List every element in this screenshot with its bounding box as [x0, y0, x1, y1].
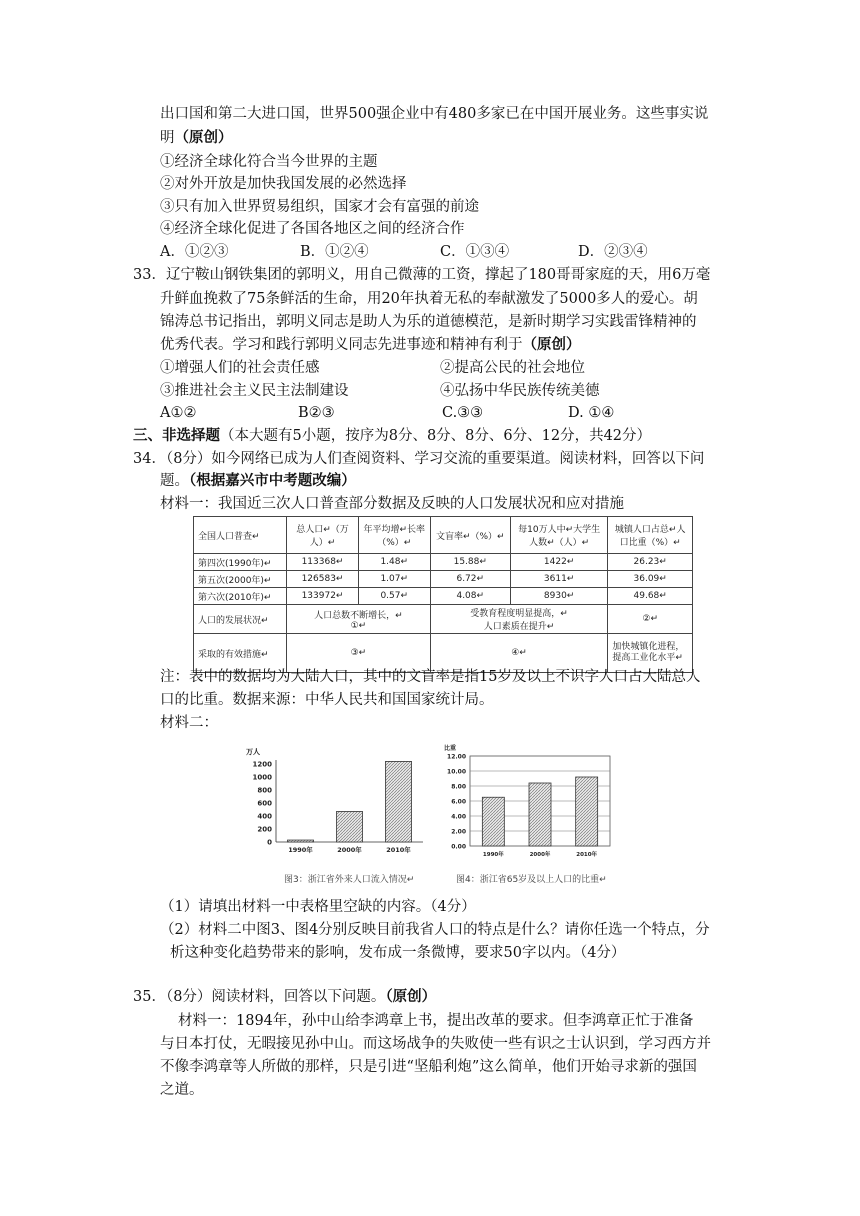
q33-item: ③推进社会主义民主法制建设 — [160, 383, 349, 399]
bar — [288, 840, 314, 842]
table-cell: 第五次(2000年)↵ — [194, 571, 287, 588]
blank-1: ①↵ — [350, 620, 367, 631]
y-tick-label: 6.00 — [451, 798, 466, 806]
table-note-line2: 口的比重。数据来源：中华人民共和国国家统计局。 — [160, 692, 494, 708]
q33-text-line1: 33．辽宁鞍山钢铁集团的郭明义，用自己微薄的工资，撑起了180哥哥家庭的天，用6万毫 — [133, 267, 711, 283]
q35-material-line: 材料一：1894年，孙中山给李鸿章上书，提出改革的要求。但李鸿章正忙于准备 — [178, 1013, 694, 1029]
q33-item: ①增强人们的社会责任感 — [160, 360, 320, 376]
x-tick-label: 1990年 — [288, 846, 313, 854]
table-cell: 133972↵ — [287, 588, 359, 605]
table-cell: 1.07↵ — [358, 571, 430, 588]
table-header: 每10万人中↵大学生人数↵（人）↵ — [510, 517, 607, 554]
y-tick-label: 400 — [257, 812, 272, 821]
table-row — [194, 605, 693, 634]
x-tick-label: 2010年 — [576, 852, 598, 858]
table-header: 总人口↵（万人）↵ — [287, 517, 359, 554]
table-cell: 加快城镇化进程，提高工业化水平↵ — [608, 634, 693, 673]
q34-subquestion-2-line2: 析这种变化趋势带来的影响，发布成一条微博，要求50字以内。（4分） — [170, 945, 626, 961]
table-cell: 采取的有效措施↵ — [194, 634, 287, 673]
q34-source-tag: （根据嘉兴市中考题改编） — [189, 473, 356, 489]
table-header: 文盲率↵（%）↵ — [430, 517, 510, 554]
q33-option-a: A①② — [160, 405, 197, 421]
q32-text-line2: 明（原创） — [160, 130, 233, 146]
y-tick-label: 0.00 — [451, 843, 466, 851]
q32-item: ①经济全球化符合当今世界的主题 — [160, 154, 378, 170]
y-tick-label: 800 — [257, 786, 272, 795]
q32-text-line1: 出口国和第二大进口国，世界500强企业中有480多家已在中国开展业务。这些事实说 — [160, 106, 709, 122]
table-note-line1: 注：表中的数据均为大陆人口，其中的文盲率是指15岁及以上不识字人口占大陆总人 — [160, 669, 701, 685]
y-axis-label: 比重 — [444, 745, 457, 752]
q33-text-line4: 优秀代表。学习和践行郭明义同志先进事迹和精神有利于（原创） — [160, 337, 581, 353]
y-tick-label: 1200 — [252, 760, 272, 769]
bar — [386, 761, 412, 842]
chart3-caption: 图3：浙江省外来人口流入情况↵ — [284, 875, 415, 885]
table-cell: 受教育程度明显提高，↵ 人口素质在提升↵ — [430, 605, 608, 634]
table-cell: 36.09↵ — [608, 571, 693, 588]
table-cell: 15.88↵ — [430, 554, 510, 571]
x-tick-label: 1990年 — [482, 852, 504, 858]
material1-title: 材料一：我国近三次人口普查部分数据及反映的人口发展状况和应对措施 — [160, 496, 624, 512]
table-row — [194, 554, 693, 571]
bar — [576, 777, 598, 846]
q34-text-line1: 34．（8分）如今网络已成为人们查阅资料、学习交流的重要渠道。阅读材料，回答以下问 — [133, 451, 705, 467]
q35-source-tag: （原创） — [385, 989, 437, 1005]
y-tick-label: 8.00 — [451, 783, 466, 791]
table-cell: 人口的发展状况↵ — [194, 605, 287, 634]
q33-item: ②提高公民的社会地位 — [440, 360, 585, 376]
y-tick-label: 600 — [257, 799, 272, 808]
table-cell: 113368↵ — [287, 554, 359, 571]
q32-option-d: D．②③④ — [578, 244, 648, 260]
q32-item: ③只有加入世界贸易组织，国家才会有富强的前途 — [160, 199, 479, 215]
table-header: 全国人口普查↵ — [194, 517, 287, 554]
q33-text-line3: 锦涛总书记指出，郭明义同志是助人为乐的道德模范，是新时期学习实践雷锋精神的 — [160, 314, 697, 330]
bar — [482, 797, 504, 846]
q34-subquestion-2-line1: （2）材料二中图3、图4分别反映目前我省人口的特点是什么？请你任选一个特点，分 — [160, 922, 710, 938]
table-header: 城镇人口占总↵人口比重（%）↵ — [608, 517, 693, 554]
chart4-caption: 图4：浙江省65岁及以上人口的比重↵ — [456, 875, 607, 885]
q34-text-line2: 题。（根据嘉兴市中考题改编） — [160, 473, 356, 489]
blank-3: ③↵ — [287, 634, 430, 673]
table-cell: 第四次(1990年)↵ — [194, 554, 287, 571]
table-cell: 3611↵ — [510, 571, 607, 588]
q35-material-line: 与日本打仗，无暇接见孙中山。而这场战争的失败使一些有识之士认识到，学习西方并 — [160, 1036, 711, 1052]
q32-option-b: B．①②④ — [300, 244, 369, 260]
q33-text-line2: 升鲜血挽救了75条鲜活的生命，用20年执着无私的奉献激发了5000多人的爱心。胡 — [160, 291, 698, 307]
population-census-table — [193, 516, 693, 673]
q32-item: ④经济全球化促进了各国各地区之间的经济合作 — [160, 221, 465, 237]
y-tick-label: 10.00 — [447, 768, 466, 776]
x-tick-label: 2000年 — [337, 846, 362, 854]
q32-item: ②对外开放是加快我国发展的必然选择 — [160, 176, 407, 192]
q35-text-line1: 35．（8分）阅读材料，回答以下问题。（原创） — [133, 989, 437, 1005]
table-cell: 0.57↵ — [358, 588, 430, 605]
bar — [529, 783, 551, 846]
table-cell: 8930↵ — [510, 588, 607, 605]
blank-4: ④↵ — [430, 634, 608, 673]
y-tick-label: 12.00 — [447, 753, 466, 761]
table-cell: 49.68↵ — [608, 588, 693, 605]
table-cell: 26.23↵ — [608, 554, 693, 571]
x-tick-label: 2000年 — [529, 852, 551, 858]
q33-option-d: D. ①④ — [568, 405, 615, 421]
chart-migrant-inflow — [238, 742, 428, 862]
table-row — [194, 571, 693, 588]
y-tick-label: 2.00 — [451, 828, 466, 836]
table-cell: 4.08↵ — [430, 588, 510, 605]
x-tick-label: 2010年 — [386, 846, 411, 854]
q33-source-tag: （原创） — [522, 337, 581, 353]
chart-elderly-ratio — [430, 738, 630, 863]
y-tick-label: 4.00 — [451, 813, 466, 821]
q33-option-c: C.③③ — [442, 405, 484, 421]
bar — [337, 811, 363, 842]
table-row — [194, 588, 693, 605]
q35-material-line: 不像李鸿章等人所做的那样，只是引进“坚船利炮”这么简单，他们开始寻求新的强国 — [160, 1059, 697, 1075]
q32-source-tag: （原创） — [174, 130, 233, 146]
table-cell: 126583↵ — [287, 571, 359, 588]
blank-2: ②↵ — [608, 605, 693, 634]
table-header: 年平均增↵长率（%）↵ — [358, 517, 430, 554]
y-tick-label: 0 — [267, 838, 272, 847]
q33-item: ④弘扬中华民族传统美德 — [440, 383, 600, 399]
q32-option-a: A．①②③ — [160, 244, 229, 260]
section-heading: 三、非选择题（本大题有5小题，按序为8分、8分、8分、6分、12分，共42分） — [133, 428, 652, 444]
table-cell: 1.48↵ — [358, 554, 430, 571]
table-cell: 人口总数不断增长，↵ ①↵ — [287, 605, 430, 634]
table-cell: 第六次(2010年)↵ — [194, 588, 287, 605]
q34-subquestion-1: （1）请填出材料一中表格里空缺的内容。（4分） — [160, 899, 476, 915]
q33-option-b: B②③ — [298, 405, 335, 421]
q32-option-c: C．①③④ — [440, 244, 510, 260]
q35-material-line: 之道。 — [160, 1082, 204, 1098]
table-cell: 6.72↵ — [430, 571, 510, 588]
material2-title: 材料二： — [160, 715, 218, 731]
y-axis-label: 万人 — [246, 748, 260, 756]
y-tick-label: 1000 — [252, 773, 272, 782]
y-tick-label: 200 — [257, 825, 272, 834]
table-cell: 1422↵ — [510, 554, 607, 571]
